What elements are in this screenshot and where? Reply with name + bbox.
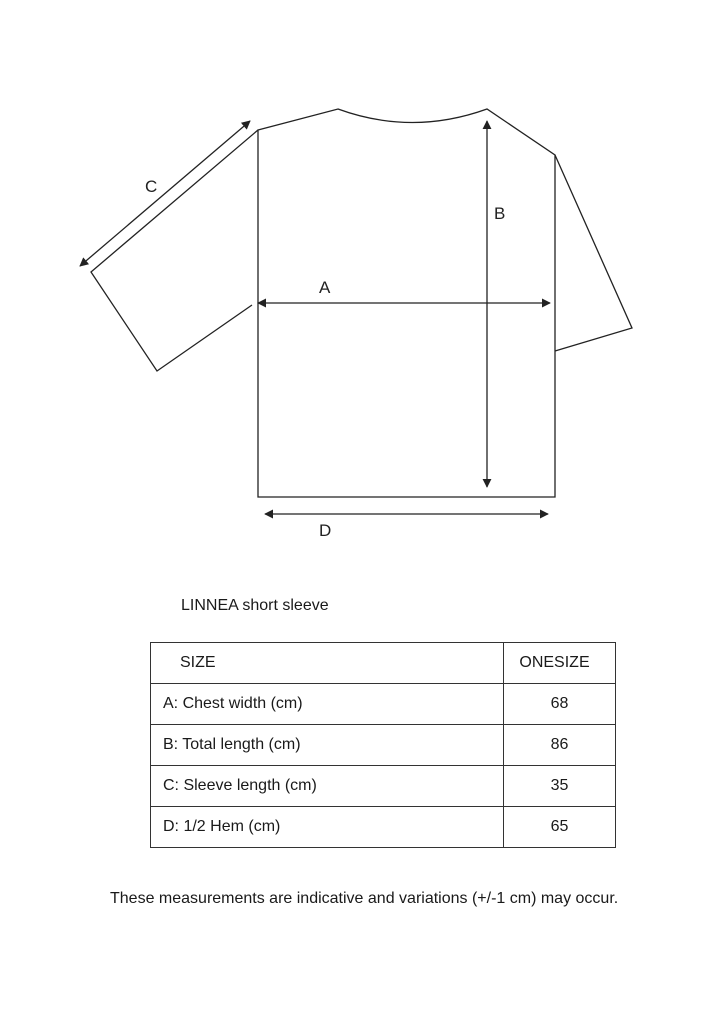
row-label: D: 1/2 Hem (cm) bbox=[151, 807, 504, 848]
row-label: A: Chest width (cm) bbox=[151, 684, 504, 725]
row-label: B: Total length (cm) bbox=[151, 725, 504, 766]
table-row bbox=[151, 766, 616, 807]
row-value: 65 bbox=[504, 807, 616, 848]
size-table bbox=[150, 642, 616, 848]
label-c: C bbox=[145, 177, 158, 196]
table-header-row bbox=[151, 643, 616, 684]
label-b: B bbox=[494, 204, 506, 223]
label-a: A bbox=[319, 278, 331, 297]
row-value: 35 bbox=[504, 766, 616, 807]
left-sleeve-outline bbox=[91, 130, 258, 371]
product-name: LINNEA short sleeve bbox=[181, 597, 329, 614]
row-value: 68 bbox=[504, 684, 616, 725]
row-value: 86 bbox=[504, 725, 616, 766]
size-header: SIZE bbox=[151, 643, 504, 684]
label-d: D bbox=[319, 521, 332, 540]
table-row bbox=[151, 807, 616, 848]
measurement-note: These measurements are indicative and variations (+/-1 cm) may occur. bbox=[110, 890, 619, 907]
arrow-c-sleeve-length bbox=[80, 121, 250, 266]
onesize-header: ONESIZE bbox=[504, 643, 616, 684]
right-sleeve-outline bbox=[555, 155, 632, 351]
table-row bbox=[151, 684, 616, 725]
table-row bbox=[151, 725, 616, 766]
row-label: C: Sleeve length (cm) bbox=[151, 766, 504, 807]
